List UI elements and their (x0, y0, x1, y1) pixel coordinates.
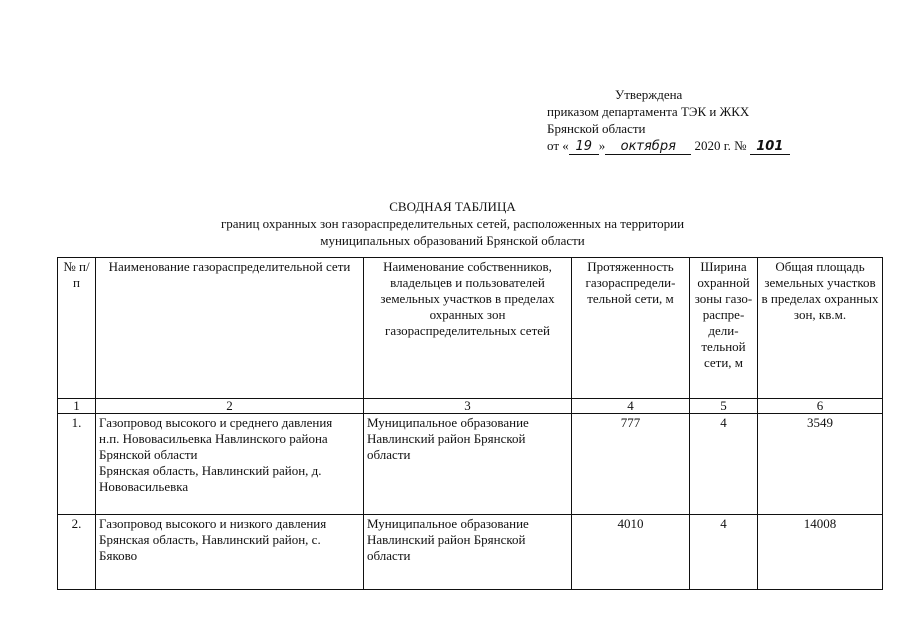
total-area: 14008 (758, 515, 883, 590)
header-network: Наименование газораспределительной сети (96, 258, 364, 399)
network-length: 4010 (572, 515, 690, 590)
approval-region-line: Брянской области (547, 121, 646, 136)
title-subtitle-2: муниципальных образований Брянской области (320, 233, 585, 248)
date-prefix: от « (547, 138, 569, 153)
approval-title: Утверждена (615, 87, 683, 102)
summary-table (57, 257, 883, 590)
document-title (0, 198, 905, 249)
title-main: СВОДНАЯ ТАБЛИЦА (389, 199, 516, 214)
row-number: 1. (58, 414, 96, 515)
network-line: Брянская область, Навлинский район, с. Бяково (99, 532, 321, 563)
header-area: Общая площадь земельных участков в пределах охранных зон, кв.м. (758, 258, 883, 399)
table-header-row (58, 258, 883, 399)
table-row (58, 515, 883, 590)
handwritten-day: 19 (569, 140, 599, 155)
column-number: 1 (58, 399, 96, 414)
header-length: Протяженность газораспредели-тельной сети, м (572, 258, 690, 399)
network-length: 777 (572, 414, 690, 515)
approval-stamp (547, 86, 790, 155)
zone-width: 4 (690, 515, 758, 590)
date-mid: » (598, 138, 606, 153)
network-name (96, 515, 364, 590)
column-number: 2 (96, 399, 364, 414)
column-number-row (58, 399, 883, 414)
owner-name: Муниципальное образование Навлинский район Брянской области (364, 414, 572, 515)
table-row (58, 414, 883, 515)
column-number: 6 (758, 399, 883, 414)
owner-name: Муниципальное образование Навлинский район Брянской области (364, 515, 572, 590)
network-line: Газопровод высокого и среднего давления (99, 415, 333, 430)
network-line: Брянская область, Навлинский район, д. Нововасильевка (99, 463, 322, 494)
title-subtitle: границ охранных зон газораспределительных сетей, расположенных на территории (220, 216, 685, 231)
total-area: 3549 (758, 414, 883, 515)
header-owners: Наименование собственников, владельцев и пользователей земельных участков в пределах охранных зон газораспределительных сетей (364, 258, 572, 399)
header-width: Ширина охранной зоны газо-распре-дели-тельной сети, м (690, 258, 758, 399)
network-line: н.п. Нововасильевка Навлинского района Брянской области (99, 431, 328, 462)
approval-order-line: приказом департамента ТЭК и ЖКХ (547, 104, 750, 119)
column-number: 3 (364, 399, 572, 414)
network-line: Газопровод высокого и низкого давления (99, 516, 327, 531)
handwritten-order-number: 101 (750, 140, 790, 155)
row-number: 2. (58, 515, 96, 590)
approval-date-line (547, 137, 790, 155)
column-number: 4 (572, 399, 690, 414)
network-name (96, 414, 364, 515)
year-text: 2020 г. № (694, 138, 747, 153)
header-num: № п/п (58, 258, 96, 399)
handwritten-month: октября (605, 140, 691, 155)
column-number: 5 (690, 399, 758, 414)
zone-width: 4 (690, 414, 758, 515)
